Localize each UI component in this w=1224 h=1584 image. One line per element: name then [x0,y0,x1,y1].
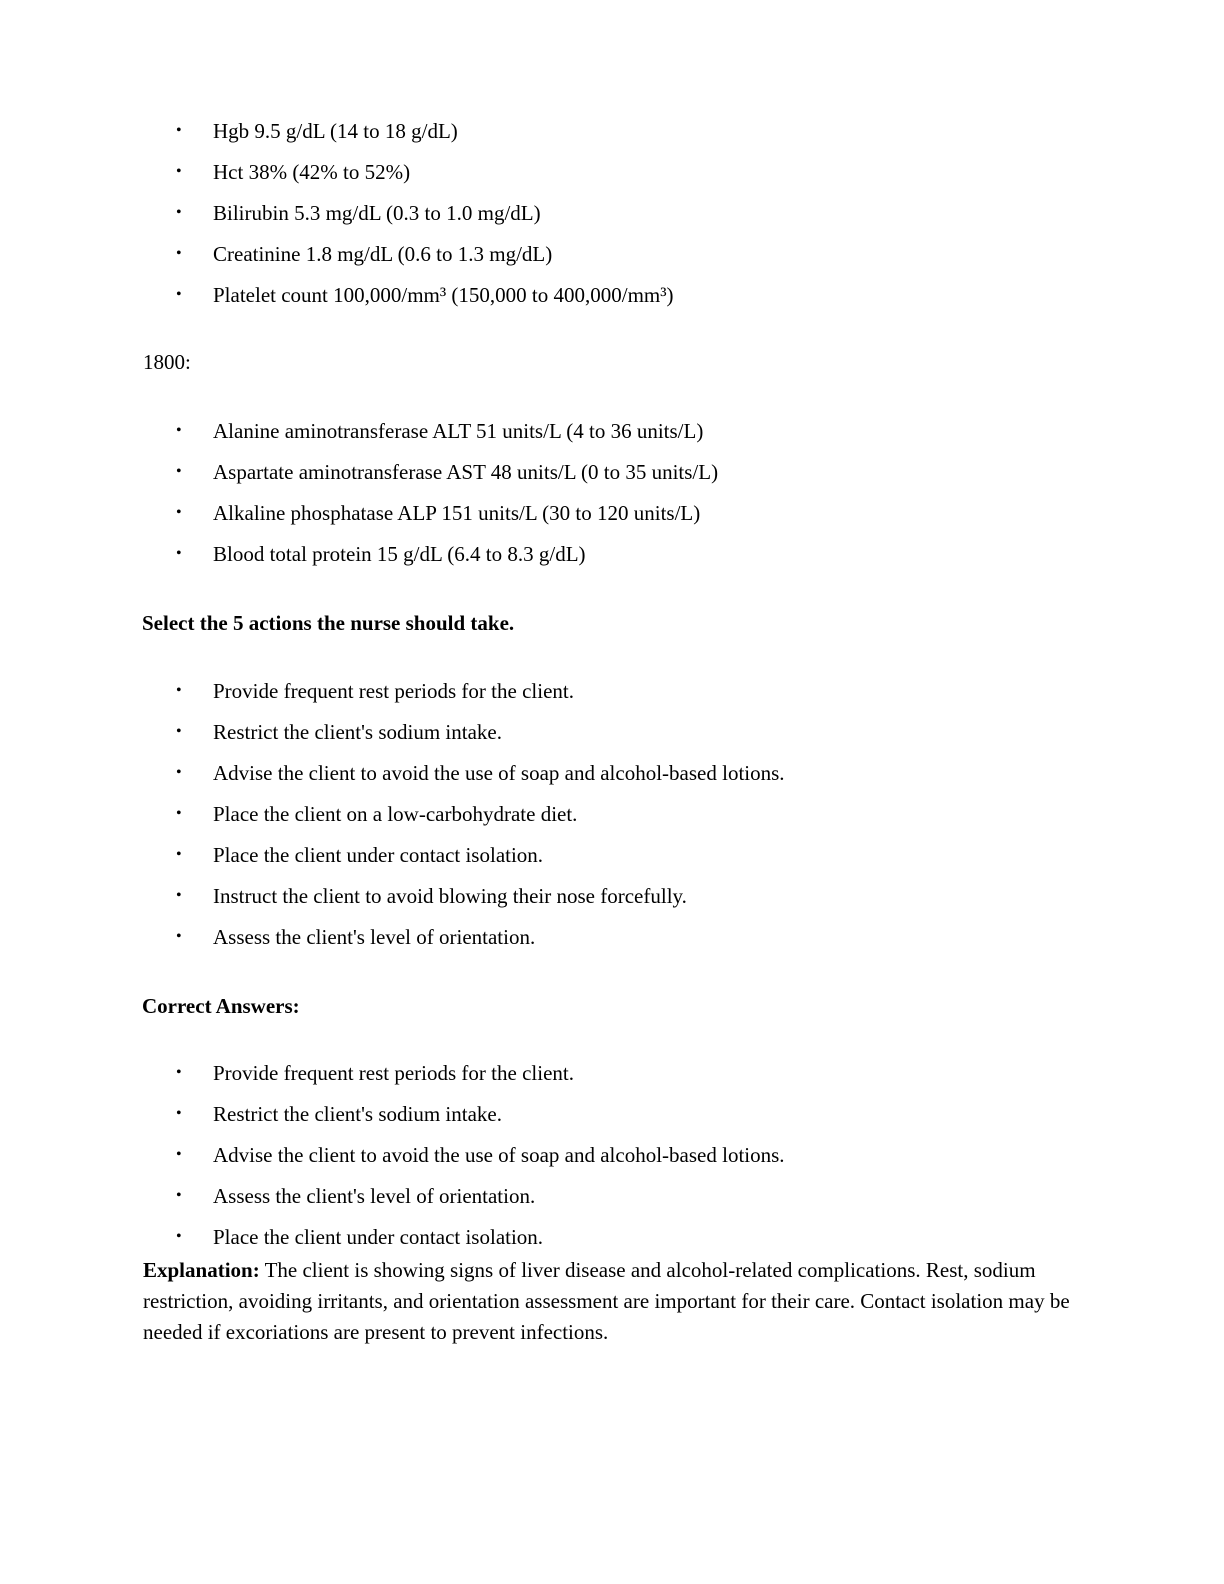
bullet-icon: • [176,163,182,180]
lab-value-text: Alanine aminotransferase ALT 51 units/L (4 to 36 units/L) [213,419,704,443]
bullet-icon: • [176,504,182,521]
lab-value-text: Creatinine 1.8 mg/dL (0.6 to 1.3 mg/dL) [213,242,553,266]
bullet-icon: • [176,928,182,945]
bullet-icon: • [176,1105,182,1122]
lab-value-text: Bilirubin 5.3 mg/dL (0.3 to 1.0 mg/dL) [213,201,541,225]
bullet-icon: • [176,422,182,439]
bullet-icon: • [176,723,182,740]
answer-text: Provide frequent rest periods for the client. [213,1061,574,1085]
option-text: Provide frequent rest periods for the client. [213,679,574,703]
lab-value-text: Aspartate aminotransferase AST 48 units/L (0 to 35 units/L) [213,460,719,484]
option-text: Assess the client's level of orientation. [213,925,536,949]
answer-text: Advise the client to avoid the use of soap and alcohol-based lotions. [213,1143,785,1167]
option-text: Place the client under contact isolation. [213,843,544,867]
option-text: Advise the client to avoid the use of soap and alcohol-based lotions. [213,761,785,785]
bullet-icon: • [176,204,182,221]
bullet-icon: • [176,1228,182,1245]
bullet-icon: • [176,286,182,303]
bullet-icon: • [176,887,182,904]
bullet-icon: • [176,1146,182,1163]
lab-value-text: Platelet count 100,000/mm³ (150,000 to 400,000/mm³) [213,283,674,307]
question-prompt: Select the 5 actions the nurse should take. [142,611,515,635]
lab-value-text: Hgb 9.5 g/dL (14 to 18 g/dL) [213,119,458,143]
bullet-icon: • [176,545,182,562]
correct-answers-heading: Correct Answers: [142,994,300,1018]
bullet-icon: • [176,245,182,262]
time-label: 1800: [143,350,191,374]
bullet-icon: • [176,805,182,822]
bullet-icon: • [176,122,182,139]
bullet-icon: • [176,1187,182,1204]
option-text: Place the client on a low-carbohydrate diet. [213,802,578,826]
bullet-icon: • [176,1064,182,1081]
lab-value-text: Hct 38% (42% to 52%) [213,160,411,184]
answer-text: Assess the client's level of orientation. [213,1184,536,1208]
bullet-icon: • [176,846,182,863]
bullet-icon: • [176,682,182,699]
explanation-text: The client is showing signs of liver disease and alcohol-related complications. Rest, sodium restriction, avoiding irritants, and orientation assessment are important for their care. Contact isolation may be needed if excoriations are present to prevent infections. [143,1258,1070,1344]
answer-text: Place the client under contact isolation. [213,1225,544,1249]
bullet-icon: • [176,463,182,480]
answer-text: Restrict the client's sodium intake. [213,1102,502,1126]
lab-value-text: Blood total protein 15 g/dL (6.4 to 8.3 g/dL) [213,542,586,566]
explanation-label: Explanation: [143,1258,260,1282]
option-text: Instruct the client to avoid blowing their nose forcefully. [213,884,687,908]
explanation-paragraph [143,1255,1103,1348]
bullet-icon: • [176,764,182,781]
option-text: Restrict the client's sodium intake. [213,720,502,744]
lab-value-text: Alkaline phosphatase ALP 151 units/L (30 to 120 units/L) [213,501,701,525]
